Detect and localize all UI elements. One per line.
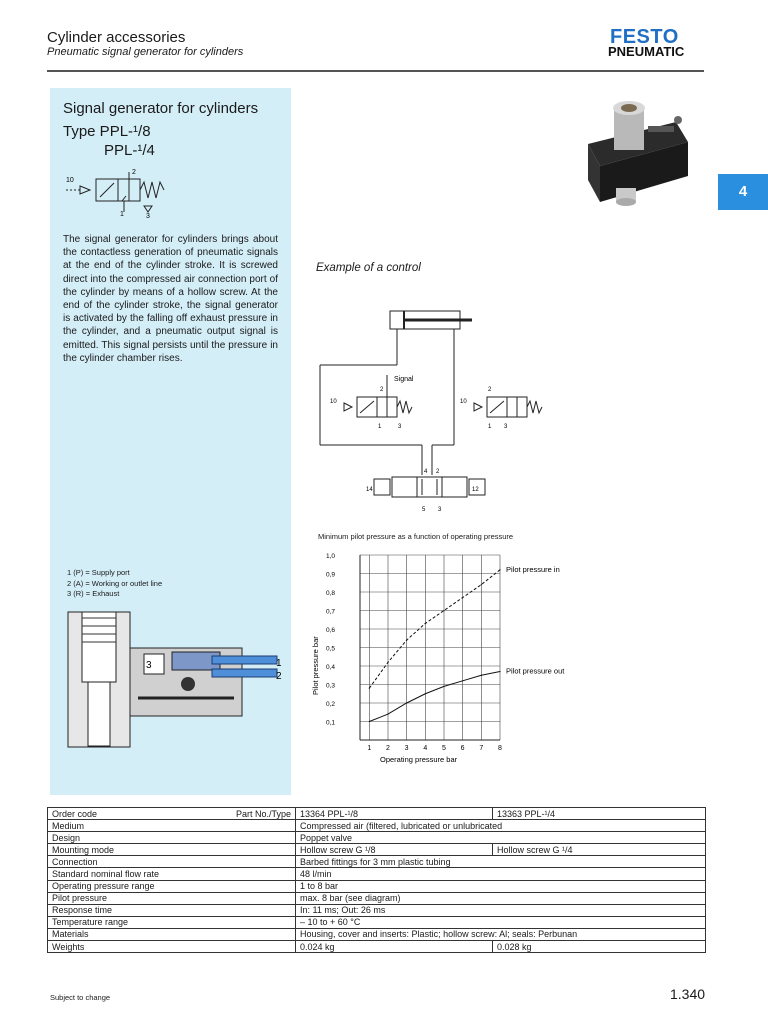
y-axis-label: Pilot pressure bar: [311, 636, 320, 695]
product-type-1: Type PPL-¹/8: [63, 123, 151, 140]
drawing-label-1: 1: [276, 658, 282, 669]
table-cell: Pilot pressure: [48, 892, 296, 904]
x-tick-label: 6: [460, 745, 465, 752]
left-valve-port-1: 1: [378, 424, 382, 430]
x-tick-label: 3: [404, 745, 409, 752]
series-point: [425, 623, 426, 624]
series-point: [387, 662, 388, 663]
series-point: [481, 584, 482, 585]
description-paragraph: The signal generator for cylinders brings about the contactless generation of pneumatic signals at the end of the cylinder stroke. It is screwed direct into the compressed air connection port of the cylinder by means of a hollow screw. At the end of the cylinder stroke, the signal generator is activated by the falling off exhaust pressure in the cylinder, and a pneumatic output signal is emitted. This signal persists until the pressure in the cylinder chamber rises.: [63, 234, 278, 364]
x-tick-label: 7: [479, 745, 484, 752]
drawing-label-2: 2: [276, 671, 282, 682]
series-point: [406, 640, 407, 641]
table-cell: 48 l/min: [296, 868, 706, 880]
order-code-label: Order code: [52, 808, 98, 819]
symbol-port-1: 1: [120, 211, 124, 218]
table-cell: 13364 PPL-¹/8: [296, 808, 493, 820]
drawing-label-3: 3: [146, 660, 152, 671]
page-title: Cylinder accessories: [47, 29, 186, 46]
table-row: [48, 844, 706, 856]
series-point: [481, 675, 482, 676]
right-valve-port-10: 10: [460, 399, 467, 405]
chart-title: Minimum pilot pressure as a function of operating pressure: [318, 532, 514, 541]
y-tick-label: 0,6: [326, 627, 336, 634]
x-tick-label: 8: [498, 745, 502, 752]
table-cell: Temperature range: [48, 916, 296, 928]
table-cell: 1 to 8 bar: [296, 880, 706, 892]
table-cell: Standard nominal flow rate: [48, 868, 296, 880]
table-row: [48, 892, 706, 904]
main-valve-port-12: 12: [472, 487, 479, 493]
y-tick-label: 0,8: [326, 590, 336, 597]
y-tick-label: 0,9: [326, 571, 336, 579]
left-valve-port-2: 2: [380, 387, 384, 393]
main-valve-port-4: 4: [424, 469, 428, 475]
table-row: [48, 928, 706, 940]
table-cell: Mounting mode: [48, 844, 296, 856]
legend-port-2: 2 (A) = Working or outlet line: [67, 578, 163, 588]
y-tick-label: 0,3: [326, 682, 336, 690]
left-valve-port-10: 10: [330, 399, 337, 405]
table-row: [48, 880, 706, 892]
table-cell: Operating pressure range: [48, 880, 296, 892]
y-tick-label: 0,7: [326, 608, 336, 616]
main-valve-port-2: 2: [436, 469, 440, 475]
series-point: [387, 714, 388, 715]
table-row: [48, 832, 706, 844]
main-valve-port-5: 5: [422, 507, 426, 513]
table-cell: Design: [48, 832, 296, 844]
symbol-port-10: 10: [66, 177, 74, 184]
product-title: Signal generator for cylinders: [63, 100, 259, 117]
series-point: [406, 702, 407, 703]
table-cell: max. 8 bar (see diagram): [296, 892, 706, 904]
page-subtitle: Pneumatic signal generator for cylinders: [47, 46, 244, 58]
x-axis-label: Operating pressure bar: [380, 755, 458, 764]
festo-logo: FESTO: [610, 26, 679, 48]
table-cell: Barbed fittings for 3 mm plastic tubing: [296, 856, 706, 868]
series-line-2: [369, 672, 500, 722]
table-row: [48, 941, 706, 953]
product-photo: [578, 84, 708, 214]
series-label: Pilot pressure in: [506, 564, 560, 574]
table-cell: Weights: [48, 941, 296, 953]
table-row: [48, 808, 706, 820]
main-valve-port-14: 14: [366, 487, 373, 493]
table-cell: Housing, cover and inserts: Plastic; hollow screw: Al; seals: Perbunan: [296, 928, 706, 940]
control-circuit-diagram: [312, 305, 552, 517]
table-cell: 0.024 kg: [296, 941, 493, 953]
x-tick-label: 4: [423, 745, 428, 752]
y-tick-label: 0,2: [326, 701, 336, 708]
page-number: 1.340: [670, 986, 706, 1002]
table-row: [48, 820, 706, 832]
series-point: [443, 610, 444, 611]
footer-note: Subject to change: [50, 993, 111, 1002]
table-cell: Connection: [48, 856, 296, 868]
product-type-2: PPL-¹/4: [104, 142, 155, 159]
table-cell: – 10 to + 60 °C: [296, 916, 706, 928]
y-tick-label: 0,1: [326, 719, 336, 727]
table-cell: Response time: [48, 904, 296, 916]
table-row: [48, 904, 706, 916]
y-tick-label: 0,4: [326, 664, 336, 671]
x-tick-label: 2: [386, 745, 390, 752]
series-point: [369, 721, 370, 722]
signal-label: Signal: [394, 376, 414, 383]
section-tab[interactable]: 4: [718, 174, 768, 210]
legend-port-1: 1 (P) = Supply port: [67, 568, 130, 577]
series-point: [443, 686, 444, 687]
symbol-port-2: 2: [132, 169, 136, 176]
table-header-cell: [48, 808, 296, 820]
example-caption: Example of a control: [316, 262, 421, 274]
table-cell: Poppet valve: [296, 832, 706, 844]
table-row: [48, 856, 706, 868]
y-tick-label: 1,0: [326, 553, 336, 560]
series-point: [369, 688, 370, 689]
right-valve-port-3: 3: [504, 424, 508, 430]
table-cell: Hollow screw G ¹/8: [296, 844, 493, 856]
valve-symbol: [62, 162, 182, 222]
series-point: [499, 569, 500, 570]
table-row: [48, 916, 706, 928]
x-tick-label: 1: [367, 745, 372, 752]
symbol-port-3: 3: [146, 213, 150, 220]
series-label: Pilot pressure out: [506, 666, 565, 676]
table-cell: In: 11 ms; Out: 26 ms: [296, 904, 706, 916]
table-cell: Hollow screw G ¹/4: [493, 844, 706, 856]
sectional-drawing: [62, 606, 290, 756]
header-rule: [47, 70, 704, 72]
right-valve-port-1: 1: [488, 424, 492, 430]
series-point: [462, 680, 463, 681]
y-tick-label: 0,5: [326, 645, 336, 653]
series-point: [425, 693, 426, 694]
port-legend: [67, 568, 162, 600]
legend-port-3: 3 (R) = Exhaust: [67, 589, 120, 598]
left-valve-port-3: 3: [398, 424, 402, 430]
part-no-label: Part No./Type: [235, 808, 291, 819]
table-cell: Medium: [48, 820, 296, 832]
series-point: [462, 597, 463, 598]
x-tick-label: 5: [442, 745, 446, 752]
series-point: [499, 671, 500, 672]
pilot-pressure-chart: [300, 540, 600, 770]
table-row: [48, 868, 706, 880]
table-cell: Compressed air (filtered, lubricated or unlubricated: [296, 820, 706, 832]
right-valve-port-2: 2: [488, 387, 492, 393]
main-valve-port-3: 3: [438, 507, 442, 513]
table-cell: Materials: [48, 928, 296, 940]
spec-table: [47, 807, 706, 953]
table-cell: 0.028 kg: [493, 941, 706, 953]
table-cell: 13363 PPL-¹/4: [493, 808, 706, 820]
pneumatic-logo: PNEUMATIC: [608, 44, 685, 59]
